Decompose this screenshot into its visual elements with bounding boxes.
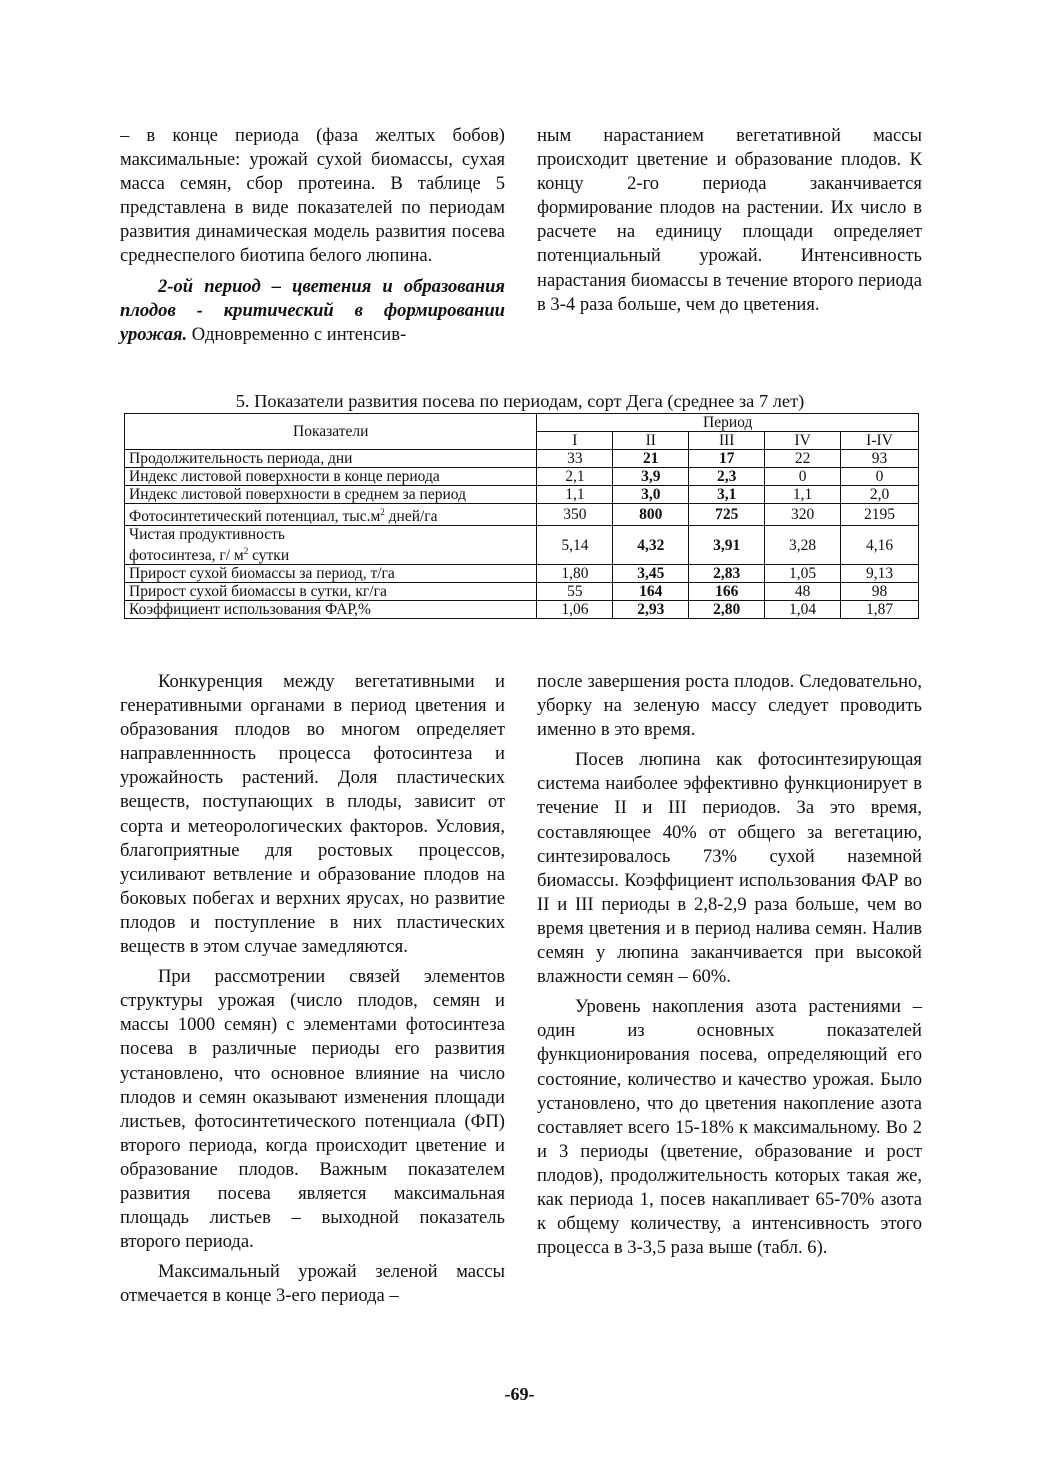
table-row <box>125 468 919 486</box>
table-row <box>125 504 919 526</box>
cell: 1,05 <box>765 565 841 583</box>
left-column-top <box>120 124 505 347</box>
cell: 1,1 <box>765 486 841 504</box>
right-column-bottom <box>537 670 922 1260</box>
row-label <box>125 526 537 565</box>
cell: 55 <box>537 583 613 601</box>
cell: 9,13 <box>841 565 919 583</box>
superscript: 2 <box>380 507 385 517</box>
period-header: I-IV <box>841 432 919 450</box>
cell: 2,80 <box>689 601 765 619</box>
cell: 3,9 <box>613 468 689 486</box>
table-caption: 5. Показатели развития посева по периодам, сорт Дега (среднее за 7 лет) <box>235 391 805 411</box>
cell: 1,1 <box>537 486 613 504</box>
row-label: Индекс листовой поверхности в конце периода <box>125 468 537 486</box>
cell: 2,93 <box>613 601 689 619</box>
cell: 1,87 <box>841 601 919 619</box>
period-header: II <box>613 432 689 450</box>
cell: 2195 <box>841 504 919 526</box>
cell: 0 <box>765 468 841 486</box>
cell: 17 <box>689 450 765 468</box>
data-table <box>124 413 919 619</box>
cell: 4,16 <box>841 526 919 565</box>
table-row <box>125 526 919 565</box>
row-label: Продолжительность периода, дни <box>125 450 537 468</box>
left-column-bottom <box>120 670 505 1308</box>
bold-italic-heading: 2-ой период – цветения и образования плодов - критический в формировании урожая. <box>120 275 505 345</box>
table-row <box>125 583 919 601</box>
row-label: Индекс листовой поверхности в среднем за период <box>125 486 537 504</box>
period-header: I <box>537 432 613 450</box>
cell: 320 <box>765 504 841 526</box>
paragraph <box>120 275 505 347</box>
table-row <box>125 601 919 619</box>
label-text: Фотосинтетический потенциал, тыс.м <box>129 508 381 526</box>
row-label <box>125 504 537 526</box>
cell: 48 <box>765 583 841 601</box>
label-text: Чистая продуктивность <box>129 526 285 544</box>
paragraph: Посев люпина как фотосинтезирующая система наиболее эффективно функционирует в течение II и III периодов. За это время, составляющее 40% от общего за вегетацию, синтезировалось 73% сухой наземной биомассы. Коэффициент использования ФАР во II и III периоды в 2,8-2,9 раза больше, чем во время цветения и в период налива семян. Налив семян у люпина заканчивается при высокой влажности семян – 60%. <box>537 749 922 988</box>
cell: 1,80 <box>537 565 613 583</box>
cell: 1,04 <box>765 601 841 619</box>
cell: 93 <box>841 450 919 468</box>
table-row <box>125 450 919 468</box>
cell: 3,0 <box>613 486 689 504</box>
table-row <box>125 486 919 504</box>
cell: 98 <box>841 583 919 601</box>
cell: 2,83 <box>689 565 765 583</box>
paragraph: – в конце периода (фаза желтых бобов) максимальные: урожай сухой биомассы, сухая масса семян, сбор протеина. В таблице 5 представлена в виде показателей по периодам развития динамическая модель развития посева среднеспелого биотипа белого люпина. <box>120 125 505 267</box>
cell: 1,06 <box>537 601 613 619</box>
cell: 3,91 <box>689 526 765 565</box>
cell: 2,3 <box>689 468 765 486</box>
paragraph: Максимальный урожай зеленой массы отмечается в конце 3-его периода – <box>120 1261 505 1307</box>
paragraph: Уровень накопления азота растениями – один из основных показателей функционирования посева, определяющий его состояние, количество и качество урожая. Было установлено, что до цветения накопление азота составляет всего 15-18% к максимальному. Во 2 и 3 периоды (цветение, образование и рост плодов), продолжительность которых такая же, как периода 1, посев накапливает 65-70% азота к общему количеству, а интенсивность этого процесса в 3-3,5 раза выше (табл. 6). <box>537 996 922 1259</box>
table-row <box>125 565 919 583</box>
cell: 3,1 <box>689 486 765 504</box>
row-label: Прирост сухой биомассы за период, т/га <box>125 565 537 583</box>
label-text: сутки <box>248 547 290 565</box>
cell: 4,32 <box>613 526 689 565</box>
period-header: IV <box>765 432 841 450</box>
cell: 164 <box>613 583 689 601</box>
row-label: Коэффициент использования ФАР,% <box>125 601 537 619</box>
paragraph: ным нарастанием вегетативной массы происходит цветение и образование плодов. К концу 2-го периода заканчивается формирование плодов на растении. Их число в расчете на единицу площади определяет потенциальный урожай. Интенсивность нарастания биомассы в течение второго периода в 3-4 раза больше, чем до цветения. <box>537 125 922 315</box>
cell: 33 <box>537 450 613 468</box>
paragraph: Конкуренция между вегетативными и генеративными органами в период цветения и образования плодов во многом определяет направленнность процесса фотосинтеза и урожайность растений. Доля пластических веществ, поступающих в плоды, зависит от сорта и метеорологических факторов. Условия, благоприятные для ростовых процессов, усиливают ветвление и образование плодов на боковых побегах и верхних ярусах, но развитие плодов и поступление в них пластических веществ в этом случае замедляются. <box>120 671 505 958</box>
cell: 2,0 <box>841 486 919 504</box>
header-indicators: Показатели <box>125 414 537 450</box>
superscript: 2 <box>243 546 249 557</box>
row-label: Прирост сухой биомассы в сутки, кг/га <box>125 583 537 601</box>
cell: 350 <box>537 504 613 526</box>
page-number: -69- <box>504 1384 535 1404</box>
cell: 21 <box>613 450 689 468</box>
cell: 3,28 <box>765 526 841 565</box>
paragraph-text: Одновременно с интенсив- <box>187 323 407 345</box>
header-period: Период <box>537 414 919 432</box>
cell: 22 <box>765 450 841 468</box>
paragraph: после завершения роста плодов. Следовательно, уборку на зеленую массу следует проводить именно в это время. <box>537 671 922 741</box>
cell: 166 <box>689 583 765 601</box>
cell: 5,14 <box>537 526 613 565</box>
label-text: фотосинтеза, г/ м <box>129 547 244 565</box>
cell: 800 <box>613 504 689 526</box>
right-column-top <box>537 124 922 317</box>
period-header: III <box>689 432 765 450</box>
label-text: дней/га <box>384 508 438 526</box>
cell: 3,45 <box>613 565 689 583</box>
paragraph: При рассмотрении связей элементов структуры урожая (число плодов, семян и массы 1000 семян) с элементами фотосинтеза посева в различные периоды его развития установлено, что основное влияние на число плодов и семян оказывают изменения площади листьев, фотосинтетического потенциала (ФП) второго периода, когда происходит цветение и образование плодов. Важным показателем развития посева является максимальная площадь листьев – выходной показатель второго периода. <box>120 966 505 1253</box>
cell: 0 <box>841 468 919 486</box>
cell: 2,1 <box>537 468 613 486</box>
cell: 725 <box>689 504 765 526</box>
